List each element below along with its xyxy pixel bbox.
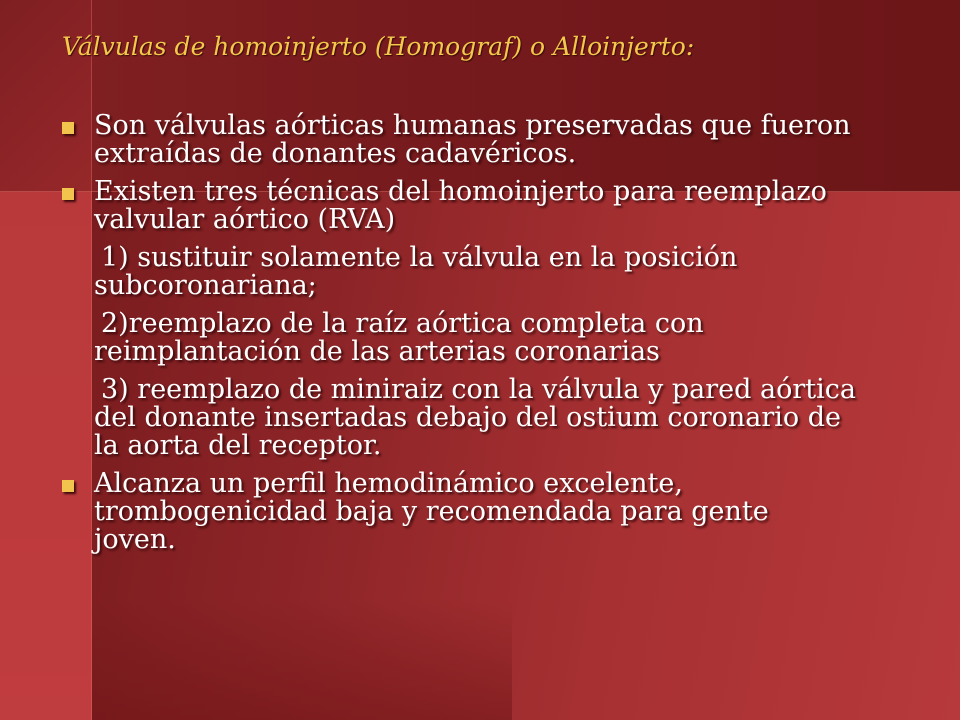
bullet-text: Existen tres técnicas del homoinjerto para reemplazo valvular aórtico (RVA) xyxy=(94,176,827,235)
sub-item-text: 2)reemplazo de la raíz aórtica completa con reimplantación de las arterias coronarias xyxy=(94,308,704,367)
sub-item xyxy=(58,376,858,460)
square-bullet-icon xyxy=(62,188,74,200)
sub-item xyxy=(58,244,858,300)
background-shadow-gradient xyxy=(92,600,512,720)
slide-body xyxy=(58,112,858,564)
bullet-text: Son válvulas aórticas humanas preservadas que fueron extraídas de donantes cadavéricos. xyxy=(94,110,851,169)
square-bullet-icon xyxy=(62,122,74,134)
sub-item xyxy=(58,310,858,366)
bullet-item xyxy=(58,470,858,554)
square-bullet-icon xyxy=(62,480,74,492)
bullet-text: Alcanza un perfil hemodinámico excelente, trombogenicidad baja y recomendada para gente joven. xyxy=(94,468,769,555)
bullet-item xyxy=(58,112,858,168)
sub-item-text: 1) sustituir solamente la válvula en la posición subcoronariana; xyxy=(94,242,738,301)
slide-title: Válvulas de homoinjerto (Homograf) o Alloinjerto: xyxy=(62,32,695,61)
sub-item-text: 3) reemplazo de miniraiz con la válvula y pared aórtica del donante insertadas debajo del ostium coronario de la aorta del receptor. xyxy=(94,374,856,461)
bullet-item xyxy=(58,178,858,234)
